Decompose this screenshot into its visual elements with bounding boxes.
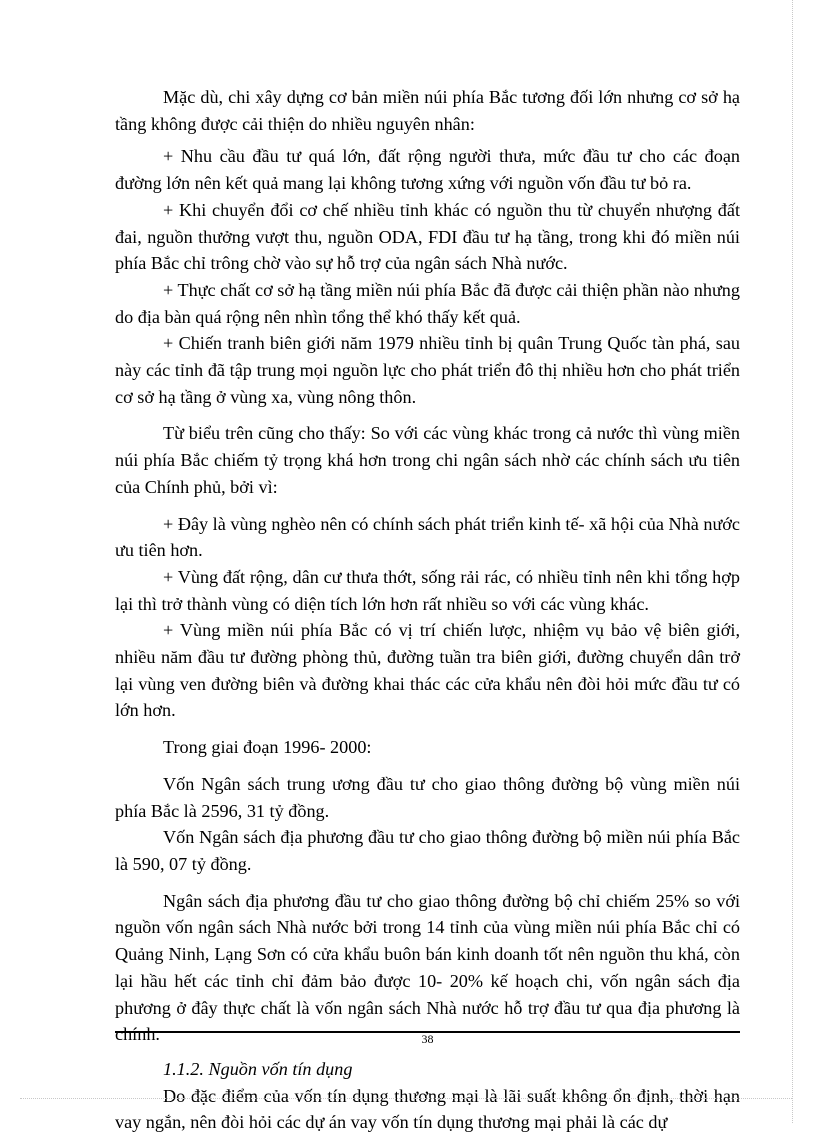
paragraph: Từ biểu trên cũng cho thấy: So với các vùng khác trong cả nước thì vùng miền núi phía Bắc chiếm tỷ trọng khá hơn trong chi ngân sách nhờ các chính sách ưu tiên của Chính phủ, bởi vì: — [115, 423, 740, 497]
paragraph: Trong giai đoạn 1996- 2000: — [163, 737, 372, 758]
page-number: 38 — [421, 1032, 434, 1046]
page-edge-bottom — [20, 1098, 792, 1099]
paragraph: Vốn Ngân sách địa phương đầu tư cho giao thông đường bộ miền núi phía Bắc là 590, 07 tỷ đồng. — [115, 827, 740, 874]
paragraph: + Vùng đất rộng, dân cư thưa thớt, sống rải rác, có nhiều tỉnh nên khi tổng hợp lại thì trở thành vùng có diện tích lớn hơn rất nhiều so với các vùng khác. — [115, 566, 740, 614]
paragraph: + Đây là vùng nghèo nên có chính sách phát triển kinh tế- xã hội của Nhà nước ưu tiên hơn. — [115, 513, 740, 561]
paragraph: Mặc dù, chi xây dựng cơ bản miền núi phía Bắc tương đối lớn nhưng cơ sở hạ tầng không được cải thiện do nhiều nguyên nhân: — [115, 87, 740, 134]
page-edge-right — [792, 0, 793, 1123]
paragraph: + Khi chuyển đổi cơ chế nhiều tỉnh khác có nguồn thu từ chuyển nhượng đất đai, nguồn thưởng vượt thu, nguồn ODA, FDI đầu tư hạ tầng, trong khi đó miền núi phía Bắc chỉ trông chờ vào sự hỗ trợ của ngân sách Nhà nước. — [115, 199, 740, 274]
section-heading: 1.1.2. Nguồn vốn tín dụng — [163, 1058, 353, 1079]
document-body — [115, 84, 740, 1136]
paragraph: + Chiến tranh biên giới năm 1979 nhiều tỉnh bị quân Trung Quốc tàn phá, sau này các tỉnh đã tập trung mọi nguồn lực cho phát triển đô thị nhiều hơn cho phát triển cơ sở hạ tầng ở vùng xa, vùng nông thôn. — [115, 333, 740, 407]
paragraph: + Vùng miền núi phía Bắc có vị trí chiến lược, nhiệm vụ bảo vệ biên giới, nhiều năm đầu tư đường phòng thủ, đường tuần tra biên giới, đường chuyển dân trở lại vùng ven đường biên và đường khai thác các cửa khẩu nên đòi hỏi mức đầu tư có lớn hơn. — [115, 620, 740, 721]
paragraph: Ngân sách địa phương đầu tư cho giao thông đường bộ chỉ chiếm 25% so với nguồn vốn ngân sách Nhà nước bởi trong 14 tỉnh của vùng miền núi phía Bắc chỉ có Quảng Ninh, Lạng Sơn có cửa khẩu buôn bán kinh doanh tốt nên nguồn thu khá, còn lại hầu hết các tỉnh chỉ đảm bảo được 10- 20% kế hoạch chi, vốn ngân sách địa phương ở đây thực chất là vốn ngân sách Nhà nước hỗ trợ đầu tư qua địa phương là chính. — [115, 890, 740, 1045]
paragraph: + Nhu cầu đầu tư quá lớn, đất rộng người thưa, mức đầu tư cho các đoạn đường lớn nên kết quả mang lại không tương xứng với nguồn vốn đầu tư bỏ ra. — [115, 146, 740, 194]
paragraph: Vốn Ngân sách trung ương đầu tư cho giao thông đường bộ vùng miền núi phía Bắc là 2596, 31 tỷ đồng. — [115, 773, 740, 821]
paragraph: Do đặc điểm của vốn tín dụng thương mại là lãi suất không ổn định, thời hạn vay ngắn, nên đòi hỏi các dự án vay vốn tín dụng thương mại phải là các dự — [115, 1085, 740, 1133]
paragraph: + Thực chất cơ sở hạ tầng miền núi phía Bắc đã được cải thiện phần nào nhưng do địa bàn quá rộng nên nhìn tổng thể khó thấy kết quả. — [115, 279, 740, 327]
